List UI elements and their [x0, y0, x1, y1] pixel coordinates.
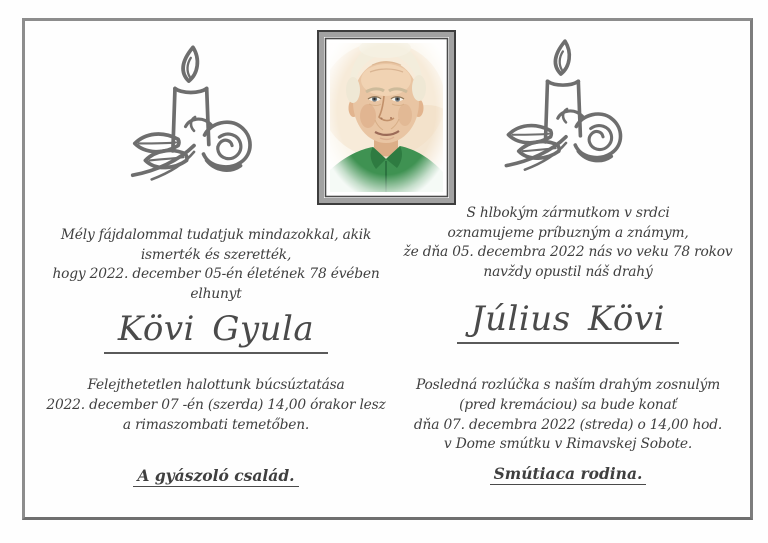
intro-line: oznamujeme príbuzným a známym,	[447, 224, 689, 241]
detail-line: Posledná rozlúčka s naším drahým zosnulým	[415, 377, 721, 394]
signature-hungarian: A gyászoló család.	[40, 465, 392, 487]
funeral-details-slovak	[390, 376, 746, 454]
detail-line: a rimaszombati temetőben.	[122, 416, 310, 433]
signature-slovak: Smútiaca rodina.	[390, 463, 746, 485]
deceased-name-hungarian: Kövi Gyula	[40, 308, 392, 350]
intro-line: že dňa 05. decembra 2022 nás vo veku 78 rokov	[403, 244, 733, 261]
portrait-photo	[317, 30, 456, 205]
candle-rose-icon	[120, 42, 268, 190]
detail-line: Felejthetetlen halottunk búcsúztatása	[87, 377, 345, 394]
intro-line: ismerték és szerették,	[140, 246, 292, 263]
detail-line: (pred kremáciou) sa bude konať	[459, 396, 677, 413]
intro-line: Mély fájdalommal tudatjuk mindazokkal, akik	[60, 227, 372, 243]
intro-line: elhunyt	[190, 285, 242, 302]
intro-line: S hlbokým zármutkom v srdci	[466, 205, 670, 221]
detail-line: 2022. december 07 -én (szerda) 14,00 órakor lesz	[46, 396, 386, 413]
deceased-name-slovak: Július Kövi	[390, 298, 746, 340]
notice-slovak	[390, 204, 746, 485]
candle-rose-icon	[490, 36, 642, 180]
notice-hungarian	[40, 226, 392, 487]
detail-line: dňa 07. decembra 2022 (streda) o 14,00 hod.	[413, 416, 723, 433]
detail-line: v Dome smútku v Rimavskej Sobote.	[443, 436, 693, 453]
intro-line: navždy opustil náš drahý	[483, 263, 653, 280]
funeral-details-hungarian	[40, 376, 392, 435]
intro-line: hogy 2022. december 05-én életének 78 évében	[52, 266, 380, 283]
